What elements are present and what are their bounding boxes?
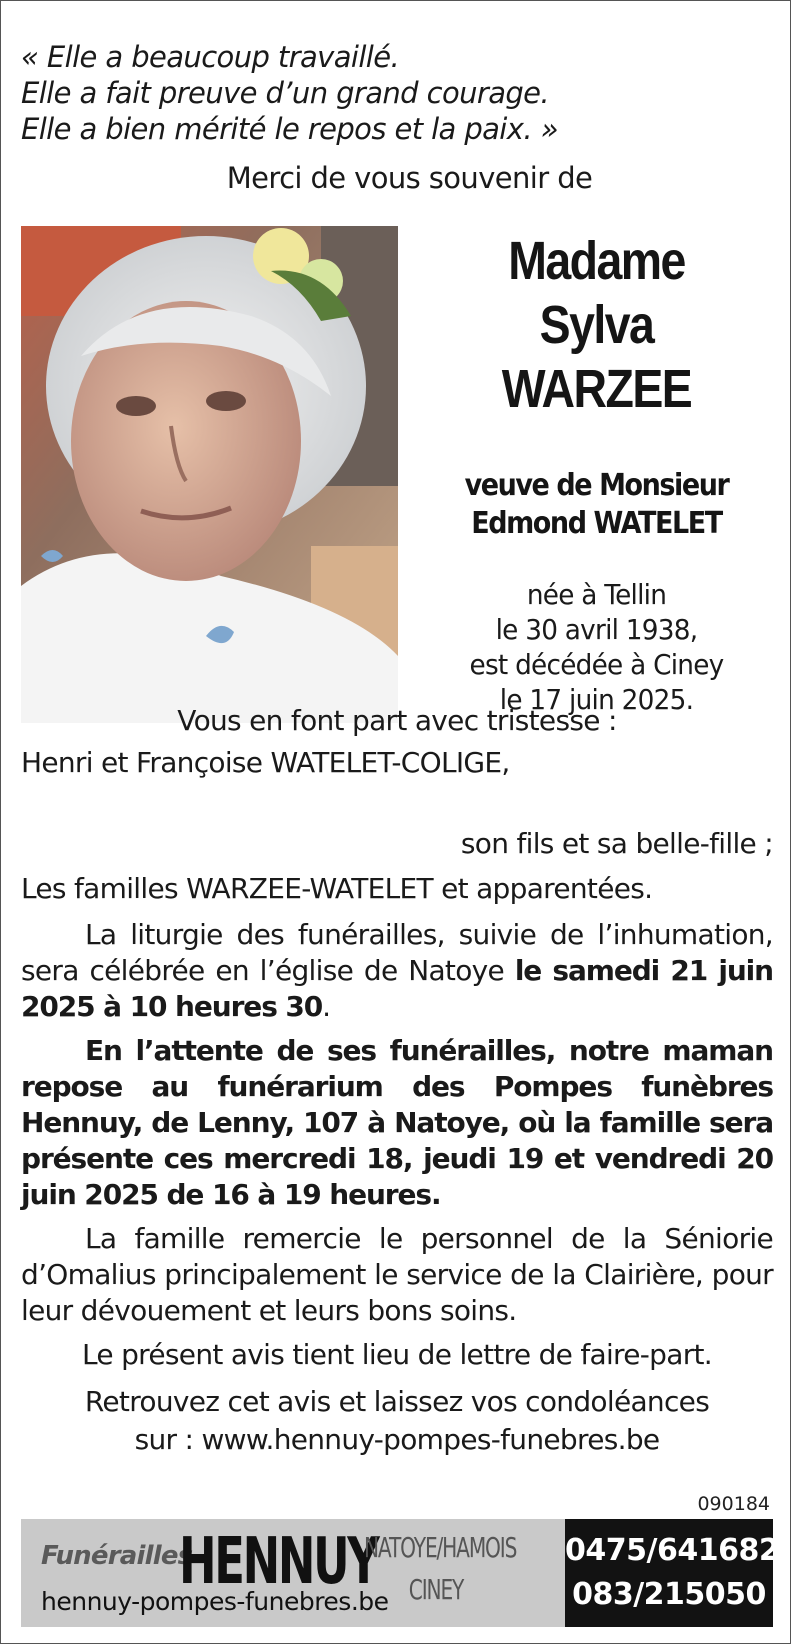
quote-line: « Elle a beaucoup travaillé. — [21, 40, 400, 74]
phone-number[interactable]: 083/215050 — [572, 1577, 766, 1612]
location: NATOYE/HAMOIS — [364, 1531, 517, 1564]
last-name: WARZEE — [501, 359, 692, 419]
condolences-line: Retrouvez cet avis et laissez vos condoléances — [84, 1385, 710, 1418]
birth-line: le 30 avril 1938, — [495, 613, 698, 646]
quote-line: Elle a fait preuve d’un grand courage. — [21, 76, 550, 110]
quote-line: Elle a bien mérité le repos et la paix. » — [21, 112, 558, 146]
condolences-url[interactable]: sur : www.hennuy-pompes-funebres.be — [134, 1423, 660, 1456]
banner-label: Funérailles — [41, 1541, 193, 1571]
death-line: est décédée à Ciney — [469, 648, 724, 681]
phone-number[interactable]: 0475/641682 — [565, 1533, 780, 1568]
notice-text: Le présent avis tient lieu de lettre de faire-part. — [81, 1338, 713, 1371]
liturgy-paragraph — [21, 917, 773, 1025]
first-name: Sylva — [539, 295, 654, 355]
deceased-name — [401, 229, 791, 421]
reference-number: 090184 — [697, 1493, 770, 1515]
condolences — [21, 1383, 773, 1459]
announcement-intro: Vous en font part avec tristesse : — [177, 704, 617, 737]
family-son: Henri et Françoise WATELET-COLIGE, — [21, 746, 510, 779]
family-relation: son fils et sa belle-fille ; — [460, 827, 773, 860]
widow-line: veuve de Monsieur — [464, 468, 729, 503]
liturgy-text: La liturgie des funérailles, suivie de l’inhumation, sera célébrée en l’église de Natoye — [21, 918, 773, 987]
epitaph-quote — [21, 39, 761, 147]
phone-box — [565, 1519, 780, 1627]
funeral-home-logo: HENNUY — [179, 1525, 378, 1599]
visitation-paragraph: En l’attente de ses funérailles, notre maman repose au funérarium des Pompes funèbres Hennuy, de Lenny, 107 à Natoye, où la famille sera présente ces mercredi 18, jeudi 19 et vendredi 20 juin 2025 de 16 à 19 heures. — [21, 1034, 773, 1211]
intro-text: Merci de vous souvenir de — [226, 161, 593, 195]
liturgy-date: le samedi 21 juin 2025 à 10 heures 30 — [21, 954, 774, 1023]
thanks-paragraph: La famille remercie le personnel de la Séniorie d’Omalius principalement le service de la Clairière, pour leur dévouement et leurs bons soins. — [21, 1222, 773, 1327]
portrait-photo — [21, 226, 398, 723]
birth-death-info — [401, 577, 791, 717]
extended-family: Les familles WARZEE-WATELET et apparentées. — [21, 872, 653, 905]
widow-of — [401, 467, 791, 543]
title: Madame — [508, 231, 685, 291]
liturgy-end: . — [322, 990, 331, 1023]
death-line: le 17 juin 2025. — [499, 683, 694, 716]
funeral-home-banner — [21, 1519, 780, 1627]
location: CINEY — [408, 1573, 464, 1606]
birth-line: née à Tellin — [526, 578, 667, 611]
website-link[interactable]: hennuy-pompes-funebres.be — [41, 1587, 389, 1616]
widow-line: Edmond WATELET — [471, 506, 722, 541]
